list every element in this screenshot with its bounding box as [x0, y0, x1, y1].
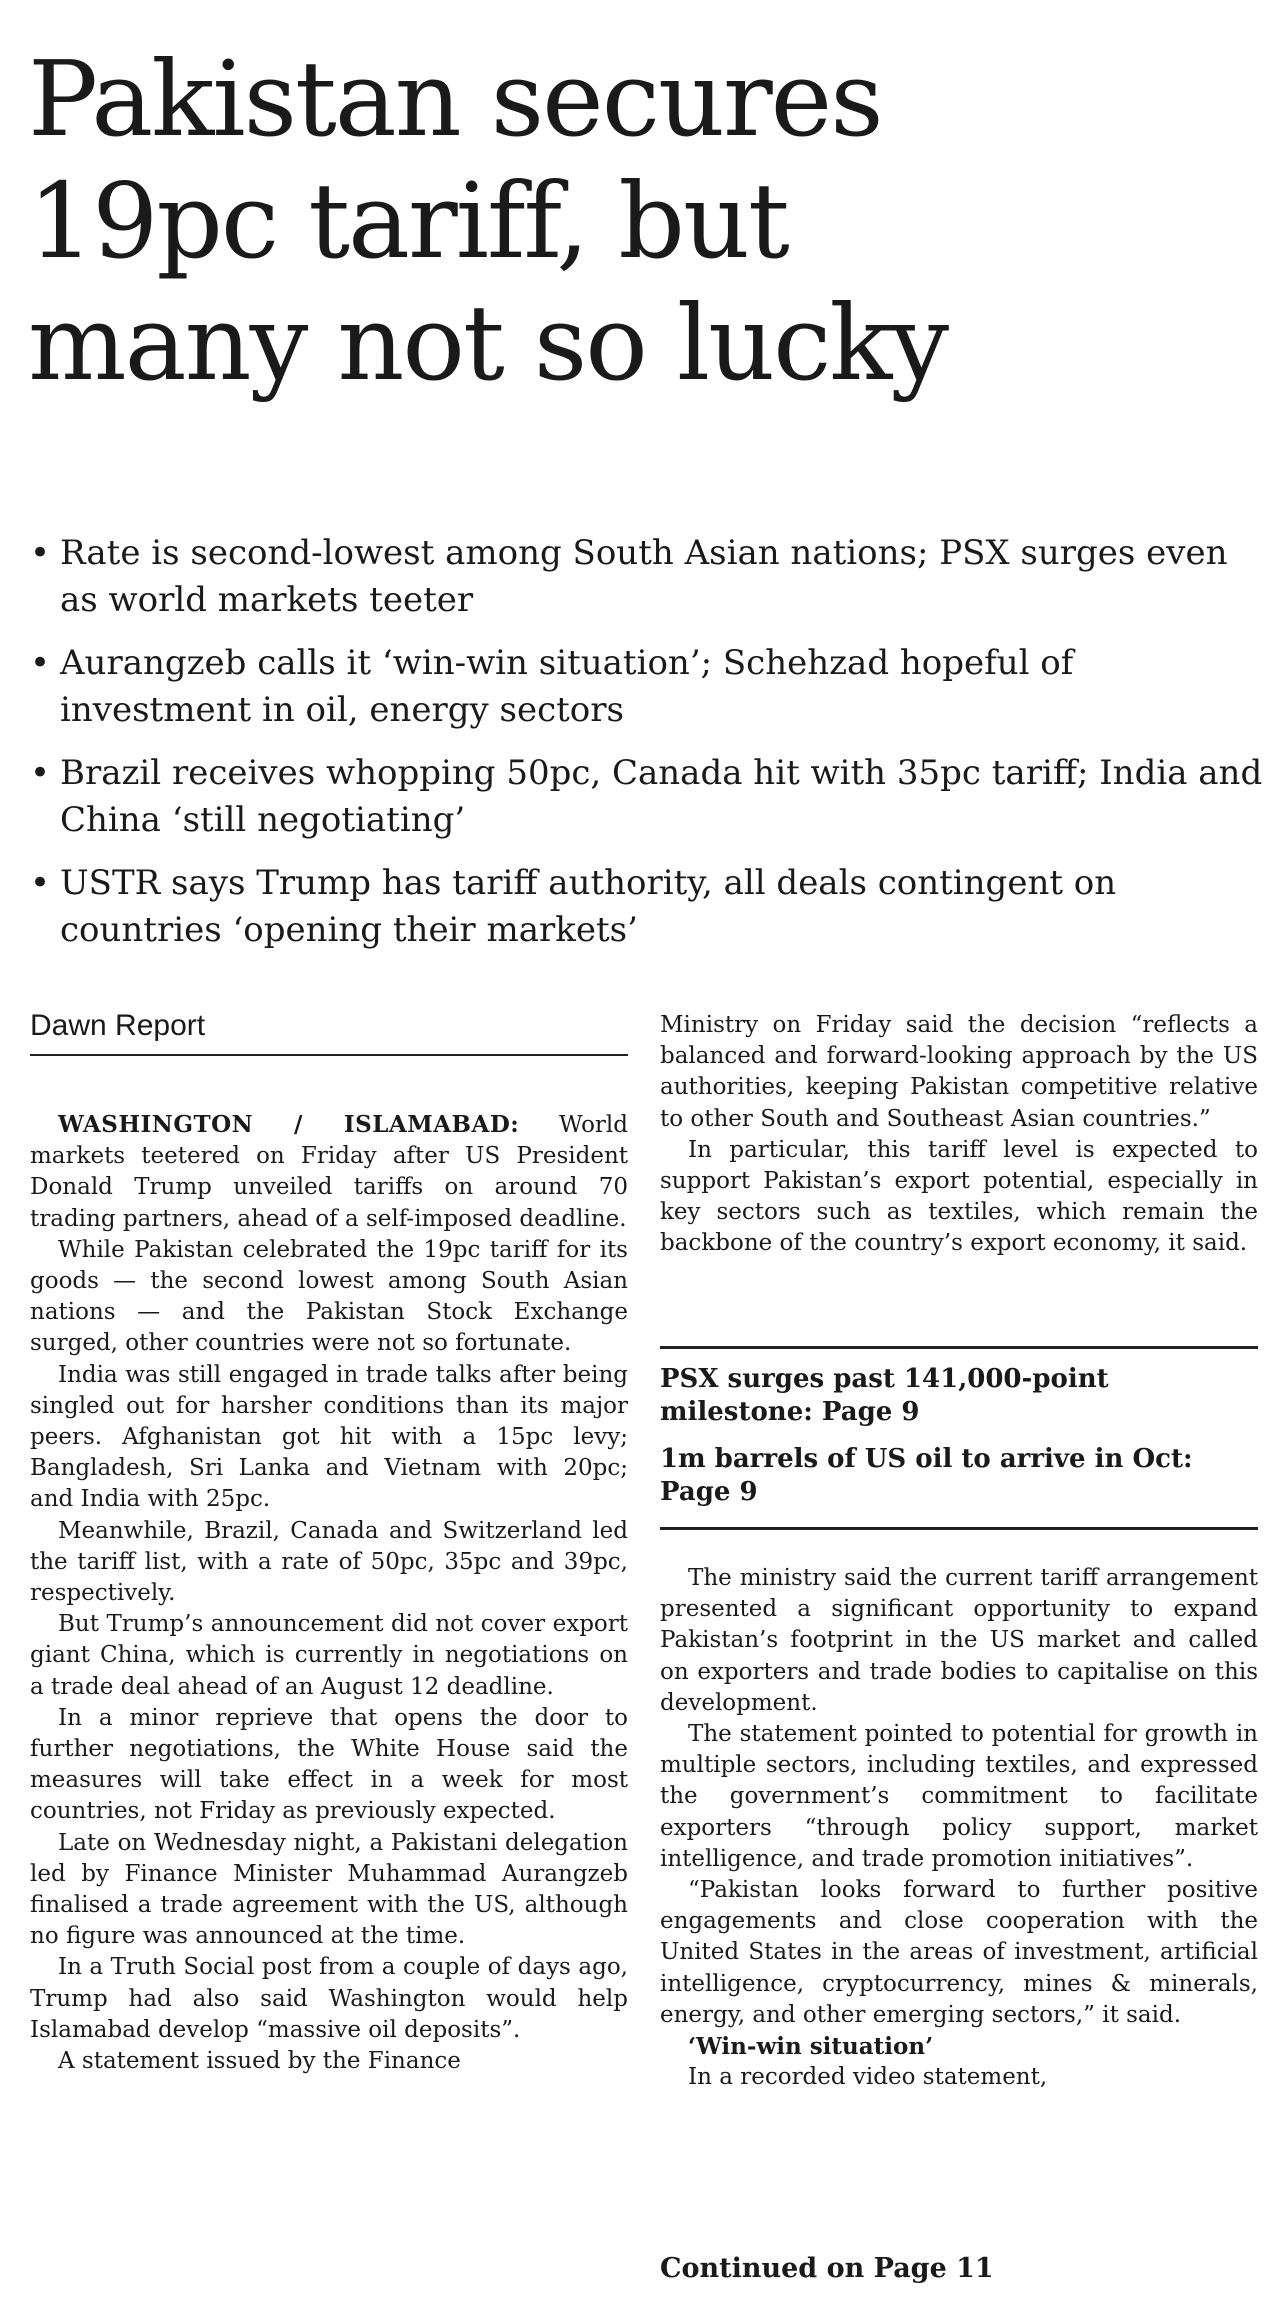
highlight-item: • USTR says Trump has tariff authority, all deals contingent on countries ‘opening their markets’: [30, 860, 1270, 954]
article-paragraph: But Trump’s announcement did not cover export giant China, which is currently in negotiations on a trade deal ahead of an August 12 deadline.: [30, 1611, 628, 1700]
article-paragraph: The statement pointed to potential for growth in multiple sectors, including textiles, and expressed the government’s commitment to facilitate exporters “through policy support, market intelligence, and trade promotion initiatives”.: [660, 1721, 1258, 1872]
highlight-item: • Brazil receives whopping 50pc, Canada hit with 35pc tariff; India and China ‘still negotiating’: [30, 750, 1270, 844]
highlight-item: • Aurangzeb calls it ‘win-win situation’; Schehzad hopeful of investment in oil, energy sectors: [30, 640, 1270, 734]
section-subhead: ‘Win-win situation’: [688, 2033, 934, 2061]
related-story-link[interactable]: PSX surges past 141,000-point milestone: Page 9: [660, 1364, 1109, 1427]
article-paragraph: While Pakistan celebrated the 19pc tariff for its goods — the second lowest among South Asian nations — and the Pakistan Stock Exchange surged, other countries were not so fortunate.: [30, 1236, 628, 1357]
article-paragraph: In a Truth Social post from a couple of days ago, Trump had also said Washington would help Islamabad develop “massive oil deposits”.: [30, 1954, 628, 2043]
article-paragraph: The ministry said the current tariff arrangement presented a significant opportunity to expand Pakistan’s footprint in the US market and called on exporters and trade bodies to capitalise on this development.: [660, 1565, 1258, 1716]
dateline: WASHINGTON / ISLAMABAD:: [58, 1111, 520, 1138]
article-paragraph: “Pakistan looks forward to further positive engagements and close cooperation with the United States in the areas of investment, artificial intelligence, cryptocurrency, mines & minerals, energy, and other emerging sectors,” it said.: [660, 1877, 1258, 2028]
article-column-1: [30, 1109, 628, 2077]
continued-on-link[interactable]: Continued on Page 11: [660, 2253, 994, 2284]
lead-text: World markets teetered on Friday after US President Donald Trump unveiled tariffs on around 70 trading partners, ahead of a self-imposed deadline.: [30, 1112, 628, 1232]
article-paragraph: In a recorded video statement,: [688, 2064, 1048, 2091]
byline: Dawn Report: [30, 1006, 628, 1056]
article-paragraph: [30, 1109, 628, 1235]
related-stories-box: [660, 1346, 1258, 1530]
article-paragraph: In a minor reprieve that opens the door to further negotiations, the White House said the measures will take effect in a week for most countries, not Friday as previously expected.: [30, 1704, 628, 1825]
article-paragraph: Ministry on Friday said the decision “reflects a balanced and forward-looking approach by the US authorities, keeping Pakistan competitive relative to other South and Southeast Asian countries.”: [660, 1012, 1258, 1132]
article-column-2-bottom: [660, 1563, 1258, 2093]
article-paragraph: Meanwhile, Brazil, Canada and Switzerland led the tariff list, with a rate of 50pc, 35pc and 39pc, respectively.: [30, 1517, 628, 1607]
headline-line-3: many not so lucky: [28, 282, 948, 404]
headline-line-2: 19pc tariff, but: [28, 160, 788, 282]
headline: [28, 38, 1268, 404]
highlight-item: • Rate is second-lowest among South Asian nations; PSX surges even as world markets teeter: [30, 530, 1270, 624]
headline-line-1: Pakistan secures: [28, 38, 882, 160]
article-paragraph: In particular, this tariff level is expected to support Pakistan’s export potential, especially in key sectors such as textiles, which remain the backbone of the country’s export economy, it said.: [660, 1136, 1258, 1257]
article-paragraph: India was still engaged in trade talks after being singled out for harsher conditions than its major peers. Afghanistan got hit with a 15pc levy; Bangladesh, Sri Lanka and Vietnam with 20pc; and India with 25pc.: [30, 1361, 628, 1513]
article-column-2-top: [660, 1010, 1258, 1260]
article-paragraph: A statement issued by the Finance: [58, 2048, 461, 2075]
article-paragraph: Late on Wednesday night, a Pakistani delegation led by Finance Minister Muhammad Aurangzeb finalised a trade agreement with the US, although no figure was announced at the time.: [30, 1829, 628, 1950]
related-story-link[interactable]: 1m barrels of US oil to arrive in Oct: Page 9: [660, 1444, 1193, 1507]
highlights-list: [30, 530, 1270, 970]
